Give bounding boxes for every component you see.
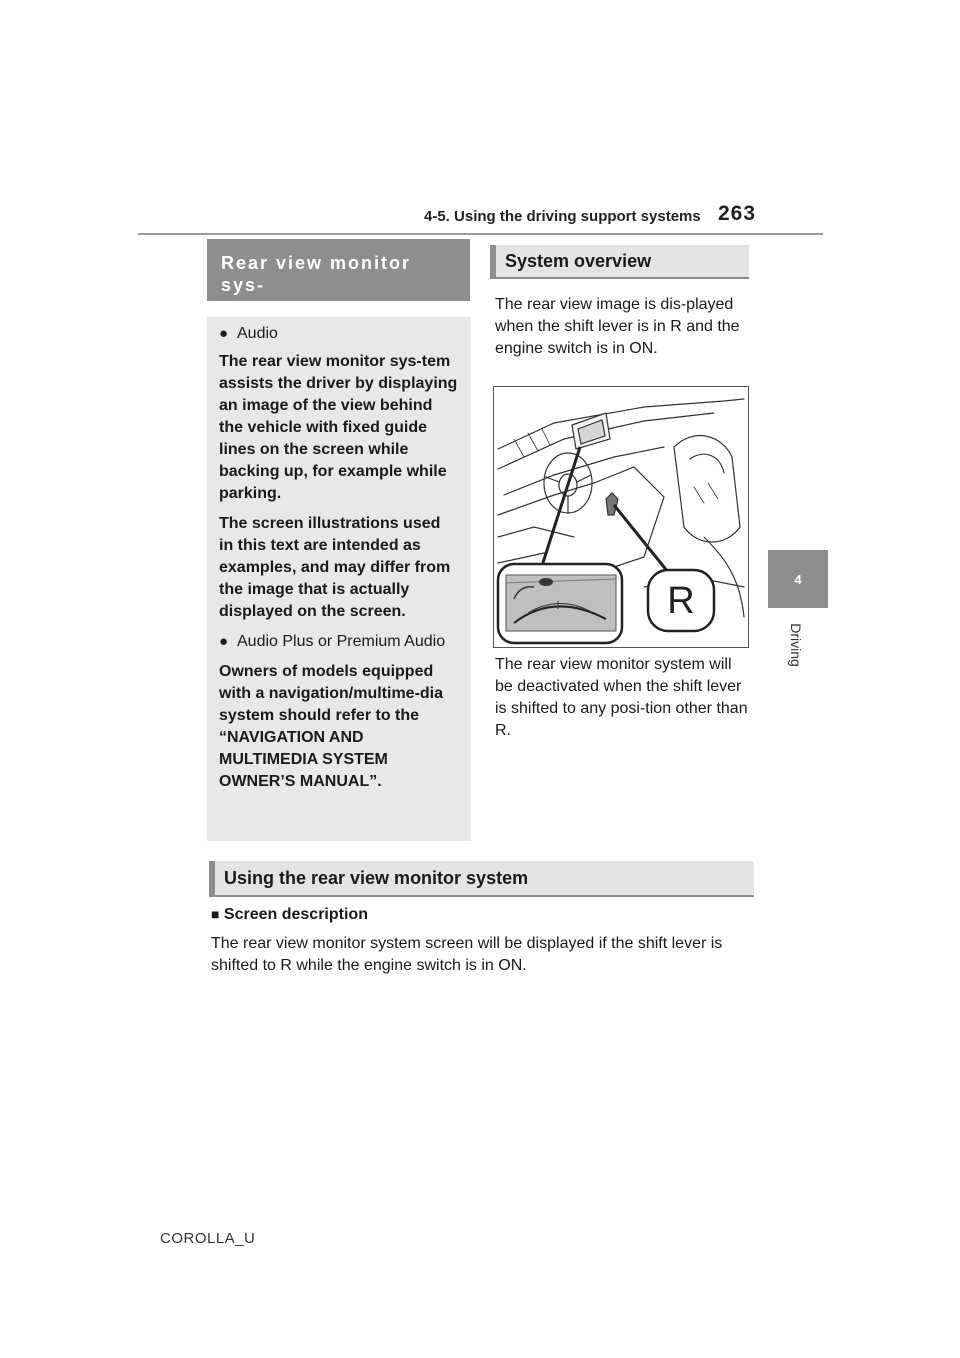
header-rule — [138, 233, 823, 235]
subheading-text: Screen description — [223, 906, 368, 923]
cockpit-drawing — [494, 387, 748, 647]
list-item — [219, 323, 459, 345]
shift-position-label: R — [667, 580, 695, 622]
cockpit-illustration — [493, 386, 749, 648]
bullet-icon: ● — [219, 325, 229, 342]
list-item — [219, 631, 459, 653]
screen-description-subheading — [211, 906, 368, 924]
chapter-number: 4 — [794, 571, 802, 587]
left-heading-text: Rear view monitor sys- tem — [221, 253, 412, 317]
rear-view-monitor-heading — [207, 239, 470, 317]
square-bullet-icon: ■ — [211, 906, 220, 922]
chapter-tab[interactable] — [768, 550, 828, 608]
overview-paragraph: The rear view monitor system will be deactivated when the shift lever is shifted to any posi-tion other than R. — [495, 656, 748, 739]
bullet-text: Audio Plus or Premium Audio — [237, 633, 446, 650]
system-overview-heading: System overview — [490, 245, 749, 279]
notice-paragraph: Owners of models equipped with a navigation/multime-dia system should refer to the “NAVIGATION AND MULTIMEDIA SYSTEM OWNER’S MANUAL”. — [219, 663, 444, 790]
bullet-text: Audio — [237, 325, 278, 342]
section-title: 4-5. Using the driving support systems — [424, 208, 701, 225]
notice-paragraph: The rear view monitor sys-tem assists the driver by displaying an image of the view behind the vehicle with fixed guide lines on the screen while backing up, for example while parking. — [219, 353, 458, 502]
model-code: COROLLA_U — [160, 1230, 256, 1247]
using-monitor-heading: Using the rear view monitor system — [209, 861, 754, 897]
overview-paragraph: The rear view image is dis-played when the shift lever is in R and the engine switch is in ON. — [495, 296, 740, 357]
chapter-label — [780, 618, 812, 672]
screen-description-paragraph: The rear view monitor system screen will be displayed if the shift lever is shifted to R while the engine switch is in ON. — [211, 935, 723, 974]
page-number: 263 — [718, 202, 757, 225]
notice-paragraph: The screen illustrations used in this text are intended as examples, and may differ from the image that is actually displayed on the screen. — [219, 515, 451, 620]
bullet-icon: ● — [219, 633, 229, 650]
chapter-name: Driving — [788, 623, 804, 667]
notice-box — [207, 317, 471, 841]
